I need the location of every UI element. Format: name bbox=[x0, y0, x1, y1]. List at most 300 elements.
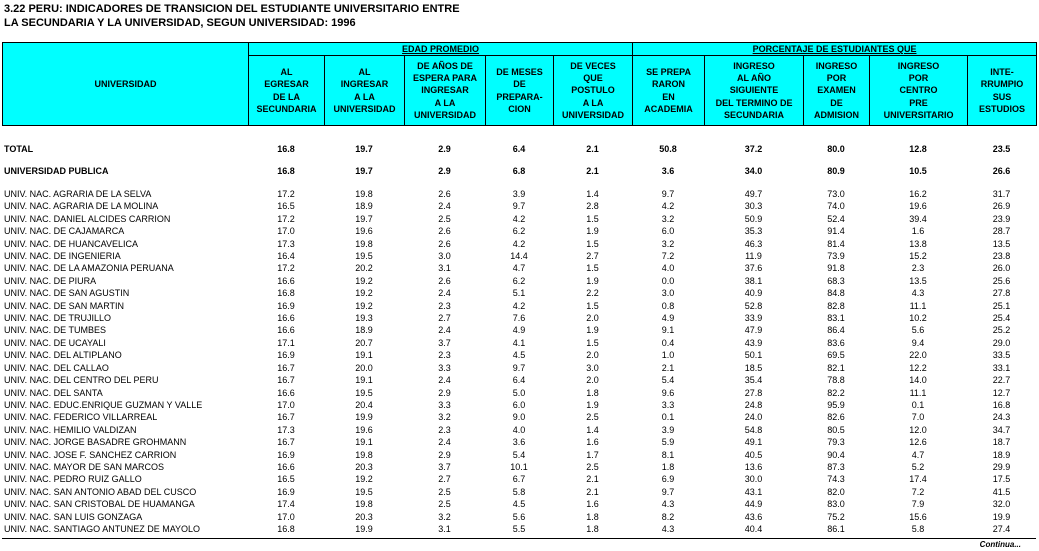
header-col-line: DE LA bbox=[273, 91, 300, 102]
table-cell: 19.9 bbox=[355, 523, 373, 534]
table-cell: 91.8 bbox=[827, 263, 845, 274]
table-row bbox=[2, 200, 1036, 212]
table-cell: 2.8 bbox=[586, 201, 599, 212]
table-row bbox=[2, 498, 1036, 510]
table-cell: 2.3 bbox=[438, 424, 451, 435]
row-label: UNIV. NAC. DE UCAYALI bbox=[4, 337, 106, 348]
header-col-line: INGRESO bbox=[815, 60, 858, 71]
table-cell: 25.2 bbox=[992, 325, 1011, 336]
header-col-line: PREPARA- bbox=[496, 91, 543, 102]
title-line-2: LA SECUNDARIA Y LA UNIVERSIDAD, SEGUN UNIVERSIDAD: 1996 bbox=[4, 17, 356, 29]
table-cell: 50.9 bbox=[744, 213, 763, 224]
table-cell: 10.1 bbox=[510, 461, 528, 472]
table-cell: 5.2 bbox=[911, 461, 925, 472]
table-cell: 33.5 bbox=[992, 350, 1011, 361]
header-group-edad-promedio: EDAD PROMEDIO bbox=[249, 43, 633, 56]
table-cell: 6.0 bbox=[512, 399, 526, 410]
table-cell: 2.0 bbox=[586, 375, 599, 386]
table-cell: 5.8 bbox=[512, 486, 526, 497]
table-cell: 4.0 bbox=[661, 263, 675, 274]
table-cell: 16.6 bbox=[277, 275, 295, 286]
header-col-line: POR bbox=[908, 73, 929, 84]
table-cell: 1.9 bbox=[586, 399, 599, 410]
table-cell: 33.9 bbox=[744, 313, 763, 324]
table-cell: 5.6 bbox=[512, 511, 526, 522]
table-cell: 19.7 bbox=[355, 213, 373, 224]
table-cell: 16.2 bbox=[909, 189, 927, 199]
table-cell: 12.2 bbox=[909, 362, 927, 373]
table-cell: 47.9 bbox=[744, 325, 763, 336]
header-col-3 bbox=[486, 56, 554, 126]
table-cell: 17.1 bbox=[277, 337, 295, 348]
row-label: UNIV. NAC. DE PIURA bbox=[4, 275, 97, 286]
table-cell: 0.8 bbox=[661, 300, 675, 311]
table-cell: 7.0 bbox=[911, 412, 925, 423]
row-label: UNIV. NAC. DE SAN AGUSTIN bbox=[4, 288, 130, 299]
table-row bbox=[2, 324, 1036, 336]
table-cell: 3.0 bbox=[586, 362, 599, 373]
table-cell: 1.5 bbox=[586, 300, 599, 311]
header-col-9 bbox=[968, 56, 1037, 126]
table-cell: 16.4 bbox=[277, 251, 295, 262]
header-col-line: INGRESAR bbox=[340, 79, 389, 90]
header-col-line: DE AÑOS DE bbox=[417, 60, 473, 71]
table-cell: 7.6 bbox=[512, 313, 526, 324]
table-cell: 34.0 bbox=[744, 166, 763, 176]
table-cell: 9.7 bbox=[512, 362, 526, 373]
table-cell: 9.7 bbox=[661, 486, 675, 497]
table-cell: 9.4 bbox=[911, 337, 925, 348]
table-cell: 81.4 bbox=[827, 238, 845, 249]
table-cell: 38.1 bbox=[744, 275, 763, 286]
table-cell: 16.8 bbox=[992, 399, 1011, 410]
table-cell: 84.8 bbox=[827, 288, 845, 299]
table-cell: 15.6 bbox=[909, 511, 927, 522]
table-cell: 1.5 bbox=[586, 337, 599, 348]
header-col-line: AL bbox=[358, 66, 371, 77]
table-cell: 16.7 bbox=[277, 375, 295, 386]
table-row bbox=[2, 225, 1036, 237]
table-cell: 5.5 bbox=[512, 523, 526, 534]
table-cell: 19.8 bbox=[355, 449, 373, 460]
header-col-5 bbox=[633, 56, 705, 126]
table-cell: 90.4 bbox=[827, 449, 845, 460]
row-label: UNIV. NAC. HEMILIO VALDIZAN bbox=[4, 424, 137, 435]
table-cell: 40.9 bbox=[744, 288, 763, 299]
table-row bbox=[2, 473, 1036, 485]
table-cell: 19.2 bbox=[355, 300, 373, 311]
table-cell: 1.6 bbox=[586, 437, 599, 448]
table-cell: 83.0 bbox=[827, 499, 845, 510]
table-cell: 19.5 bbox=[355, 387, 373, 398]
table-cell: 2.1 bbox=[586, 166, 599, 176]
row-label: UNIV. NAC. EDUC.ENRIQUE GUZMAN Y VALLE bbox=[4, 399, 203, 410]
table-cell: 13.5 bbox=[909, 275, 927, 286]
table-cell: 19.8 bbox=[355, 189, 373, 199]
table-cell: 0.1 bbox=[661, 412, 675, 423]
table-cell: 19.5 bbox=[355, 486, 373, 497]
table-cell: 11.9 bbox=[745, 251, 762, 262]
header-col-line: UNIVERSIDAD bbox=[562, 109, 625, 120]
table-cell: 75.2 bbox=[827, 511, 845, 522]
table-row bbox=[2, 188, 1036, 200]
table-cell: 3.9 bbox=[512, 189, 526, 199]
table-cell: 3.2 bbox=[438, 412, 451, 423]
table-cell: 80.9 bbox=[827, 166, 845, 176]
table-cell: 16.9 bbox=[277, 350, 295, 361]
row-label: UNIV. NAC. DE INGENIERIA bbox=[4, 251, 121, 262]
table-cell: 6.0 bbox=[661, 226, 675, 237]
table-cell: 2.1 bbox=[586, 486, 599, 497]
table-cell: 3.7 bbox=[438, 337, 451, 348]
table-cell: 4.2 bbox=[661, 201, 675, 212]
table-cell: 95.9 bbox=[827, 399, 845, 410]
header-col-7 bbox=[804, 56, 870, 126]
table-cell: 16.8 bbox=[277, 166, 295, 176]
table-row bbox=[2, 461, 1036, 473]
header-col-line: SECUNDARIA bbox=[724, 109, 785, 120]
table-cell: 19.2 bbox=[355, 474, 373, 485]
header-col-line: INTE- bbox=[990, 66, 1014, 77]
table-cell: 8.1 bbox=[661, 449, 675, 460]
table-row bbox=[2, 424, 1036, 436]
table-cell: 16.8 bbox=[277, 523, 295, 534]
table-cell: 19.1 bbox=[355, 437, 373, 448]
table-cell: 17.3 bbox=[277, 424, 295, 435]
table-cell: 12.8 bbox=[909, 144, 927, 154]
table-cell: 16.8 bbox=[277, 144, 295, 154]
table-cell: 6.9 bbox=[661, 474, 675, 485]
table-cell: 4.9 bbox=[512, 325, 526, 336]
header-col-0 bbox=[249, 56, 325, 126]
header-col-line: POSTULO bbox=[571, 85, 615, 96]
table-cell: 87.3 bbox=[827, 461, 845, 472]
row-label: UNIV. NAC. PEDRO RUIZ GALLO bbox=[4, 474, 142, 485]
table-cell: 3.2 bbox=[661, 238, 675, 249]
table-cell: 1.5 bbox=[586, 213, 599, 224]
table-cell: 2.5 bbox=[438, 486, 451, 497]
table-cell: 9.7 bbox=[661, 189, 675, 199]
header-col-4 bbox=[554, 56, 633, 126]
table-cell: 19.1 bbox=[355, 350, 373, 361]
table-cell: 7.9 bbox=[911, 499, 925, 510]
row-label: UNIV. NAC. DANIEL ALCIDES CARRION bbox=[4, 213, 171, 224]
table-cell: 9.0 bbox=[512, 412, 526, 423]
table-cell: 1.9 bbox=[586, 226, 599, 237]
row-label: UNIV. NAC. DE SAN MARTIN bbox=[4, 300, 125, 311]
table-cell: 37.6 bbox=[744, 263, 763, 274]
header-col-line: SECUNDARIA bbox=[256, 103, 317, 114]
table-row bbox=[2, 523, 1036, 535]
table-cell: 52.8 bbox=[744, 300, 763, 311]
header-col-line: UNIVERSITARIO bbox=[883, 109, 954, 120]
table-cell: 20.7 bbox=[355, 337, 373, 348]
table-row bbox=[2, 250, 1036, 262]
table-cell: 4.2 bbox=[512, 213, 526, 224]
header-col-line: A LA bbox=[582, 97, 604, 108]
row-label: UNIV. NAC. DE TUMBES bbox=[4, 325, 107, 336]
table-cell: 23.9 bbox=[992, 213, 1011, 224]
table-cell: 2.0 bbox=[586, 313, 599, 324]
table-cell: 83.1 bbox=[827, 313, 845, 324]
table-cell: 31.7 bbox=[992, 189, 1011, 199]
table-cell: 17.4 bbox=[277, 499, 295, 510]
table-title bbox=[4, 2, 460, 30]
table-cell: 3.3 bbox=[438, 362, 451, 373]
table-cell: 8.2 bbox=[661, 511, 675, 522]
table-cell: 16.6 bbox=[277, 461, 295, 472]
table-cell: 24.3 bbox=[992, 412, 1011, 423]
table-cell: 17.2 bbox=[277, 213, 295, 224]
table-cell: 2.3 bbox=[438, 350, 451, 361]
table-cell: 15.2 bbox=[909, 251, 927, 262]
table-cell: 7.2 bbox=[911, 486, 925, 497]
table-cell: 27.4 bbox=[992, 523, 1011, 534]
total-row bbox=[2, 138, 1036, 160]
table-cell: 3.0 bbox=[661, 288, 675, 299]
table-cell: 5.4 bbox=[661, 375, 675, 386]
header-col-line: A LA bbox=[434, 97, 456, 108]
header-col-8 bbox=[870, 56, 968, 126]
table-cell: 4.3 bbox=[661, 499, 675, 510]
header-col-line: DE MESES bbox=[496, 66, 543, 77]
table-cell: 19.2 bbox=[355, 275, 373, 286]
table-cell: 69.5 bbox=[827, 350, 845, 361]
continua-note: Continua... bbox=[979, 540, 1021, 549]
table-cell: 1.8 bbox=[586, 511, 599, 522]
table-cell: 3.0 bbox=[438, 251, 451, 262]
header-col-line: DEL TERMINO DE bbox=[715, 97, 793, 108]
table-cell: 11.1 bbox=[909, 300, 927, 311]
table-cell: 41.5 bbox=[992, 486, 1011, 497]
table-cell: 2.5 bbox=[586, 412, 599, 423]
table-cell: 3.7 bbox=[438, 461, 451, 472]
table-cell: 13.6 bbox=[744, 461, 763, 472]
row-label: UNIV. NAC. DEL SANTA bbox=[4, 387, 103, 398]
header-col-line: INGRESO bbox=[897, 60, 940, 71]
table-cell: 4.1 bbox=[512, 337, 526, 348]
table-cell: 25.4 bbox=[992, 313, 1011, 324]
table-cell: 2.4 bbox=[438, 375, 451, 386]
table-cell: 2.9 bbox=[438, 449, 451, 460]
table-cell: 14.4 bbox=[510, 251, 528, 262]
table-row bbox=[2, 312, 1036, 324]
table-cell: 7.2 bbox=[661, 251, 675, 262]
table-cell: 5.9 bbox=[661, 437, 675, 448]
table-cell: 4.2 bbox=[512, 300, 526, 311]
table-cell: 16.9 bbox=[277, 486, 295, 497]
table-cell: 20.0 bbox=[355, 362, 373, 373]
table-cell: 82.1 bbox=[827, 362, 845, 373]
table-cell: 3.2 bbox=[661, 213, 675, 224]
table-cell: 23.5 bbox=[992, 144, 1011, 154]
header-col-line: EGRESAR bbox=[264, 79, 309, 90]
table-cell: 2.6 bbox=[438, 238, 451, 249]
table-cell: 22.0 bbox=[909, 350, 927, 361]
table-cell: 1.8 bbox=[586, 523, 599, 534]
table-cell: 2.7 bbox=[586, 251, 599, 262]
table-cell: 40.4 bbox=[744, 523, 763, 534]
table-cell: 2.5 bbox=[438, 213, 451, 224]
table-cell: 27.8 bbox=[992, 288, 1011, 299]
table-cell: 12.6 bbox=[909, 437, 927, 448]
table-cell: 43.9 bbox=[744, 337, 763, 348]
table-cell: 16.9 bbox=[277, 300, 295, 311]
table-cell: 2.4 bbox=[438, 288, 451, 299]
table-cell: 1.8 bbox=[586, 387, 599, 398]
table-cell: 32.0 bbox=[992, 499, 1011, 510]
table-cell: 35.3 bbox=[744, 226, 763, 237]
table-cell: 18.7 bbox=[992, 437, 1011, 448]
table-cell: 74.3 bbox=[827, 474, 845, 485]
table-cell: 16.7 bbox=[277, 412, 295, 423]
table-cell: 2.2 bbox=[586, 288, 599, 299]
row-label: UNIV. NAC. AGRARIA DE LA MOLINA bbox=[4, 201, 159, 212]
header-col-line: ESPERA PARA bbox=[412, 73, 477, 84]
table-cell: 2.1 bbox=[586, 474, 599, 485]
table-cell: 73.0 bbox=[827, 189, 845, 199]
table-cell: 18.9 bbox=[355, 201, 373, 212]
table-cell: 16.9 bbox=[277, 449, 295, 460]
table-cell: 19.9 bbox=[355, 412, 373, 423]
table-cell: 2.7 bbox=[438, 313, 451, 324]
table-cell: 74.0 bbox=[827, 201, 845, 212]
table-cell: 22.7 bbox=[992, 375, 1011, 386]
table-cell: 49.7 bbox=[744, 189, 763, 199]
table-cell: 16.7 bbox=[277, 362, 295, 373]
table-cell: 4.7 bbox=[911, 449, 925, 460]
table-cell: 26.0 bbox=[992, 263, 1011, 274]
header-col-line: SUS bbox=[992, 91, 1012, 102]
header-col-line: SIGUIENTE bbox=[729, 85, 779, 96]
table-cell: 1.5 bbox=[586, 263, 599, 274]
table-cell: 2.0 bbox=[586, 350, 599, 361]
table-cell: 3.9 bbox=[661, 424, 675, 435]
table-row bbox=[2, 374, 1036, 386]
header-col-6 bbox=[705, 56, 804, 126]
column-header bbox=[2, 42, 1037, 126]
table-cell: 16.8 bbox=[277, 288, 295, 299]
table-cell: 82.8 bbox=[827, 300, 845, 311]
table-cell: 3.1 bbox=[438, 523, 451, 534]
table-cell: 2.4 bbox=[438, 325, 451, 336]
table-cell: 3.6 bbox=[512, 437, 526, 448]
data-table bbox=[2, 138, 1036, 535]
row-label: UNIV. NAC. JORGE BASADRE GROHMANN bbox=[4, 437, 187, 448]
table-cell: 6.4 bbox=[512, 375, 526, 386]
table-cell: 79.3 bbox=[827, 437, 845, 448]
table-cell: 0.0 bbox=[661, 275, 675, 286]
table-cell: 17.4 bbox=[909, 474, 927, 485]
table-cell: 17.5 bbox=[992, 474, 1011, 485]
table-cell: 19.7 bbox=[355, 144, 373, 154]
table-cell: 17.2 bbox=[277, 189, 295, 199]
table-cell: 49.1 bbox=[744, 437, 763, 448]
table-cell: 44.9 bbox=[744, 499, 763, 510]
table-cell: 16.6 bbox=[277, 325, 295, 336]
table-cell: 18.5 bbox=[744, 362, 763, 373]
header-col-line: POR bbox=[826, 73, 847, 84]
table-cell: 2.9 bbox=[438, 166, 451, 176]
table-cell: 2.1 bbox=[586, 144, 599, 154]
table-row bbox=[2, 511, 1036, 523]
row-label: UNIV. NAC. DE LA AMAZONIA PERUANA bbox=[4, 263, 174, 274]
table-row bbox=[2, 411, 1036, 423]
table-cell: 4.0 bbox=[512, 424, 526, 435]
header-col-line: ACADEMIA bbox=[644, 103, 693, 114]
header-col-line: PRE bbox=[909, 97, 928, 108]
table-row bbox=[2, 275, 1036, 287]
table-cell: 12.0 bbox=[909, 424, 927, 435]
table-cell: 9.6 bbox=[661, 387, 675, 398]
table-cell: 43.1 bbox=[744, 486, 763, 497]
table-row bbox=[2, 337, 1036, 349]
table-cell: 82.6 bbox=[827, 412, 845, 423]
table-cell: 2.9 bbox=[438, 144, 451, 154]
table-cell: 16.5 bbox=[277, 201, 295, 212]
table-cell: 19.6 bbox=[355, 424, 373, 435]
table-cell: 1.4 bbox=[586, 189, 599, 199]
table-cell: 25.1 bbox=[992, 300, 1011, 311]
table-cell: 5.8 bbox=[911, 523, 925, 534]
table-cell: 20.2 bbox=[355, 263, 373, 274]
table-cell: 2.1 bbox=[661, 362, 675, 373]
table-cell: 19.8 bbox=[355, 499, 373, 510]
table-cell: 1.4 bbox=[586, 424, 599, 435]
table-cell: 1.9 bbox=[586, 275, 599, 286]
table-cell: 6.4 bbox=[512, 144, 526, 154]
table-cell: 82.2 bbox=[827, 387, 845, 398]
table-cell: 16.6 bbox=[277, 313, 295, 324]
header-col-line: EXAMEN bbox=[817, 85, 856, 96]
table-cell: 20.4 bbox=[355, 399, 373, 410]
table-cell: 1.6 bbox=[586, 499, 599, 510]
row-label: UNIV. NAC. DE HUANCAVELICA bbox=[4, 238, 139, 249]
table-cell: 20.3 bbox=[355, 511, 373, 522]
table-cell: 25.6 bbox=[992, 275, 1011, 286]
table-row bbox=[2, 287, 1036, 299]
table-cell: 91.4 bbox=[827, 226, 845, 237]
header-col-line: RARON bbox=[652, 79, 686, 90]
row-label: UNIV. NAC. FEDERICO VILLARREAL bbox=[4, 412, 158, 423]
table-cell: 26.9 bbox=[992, 201, 1011, 212]
table-cell: 13.5 bbox=[992, 238, 1011, 249]
header-universidad: UNIVERSIDAD bbox=[3, 43, 249, 126]
table-cell: 4.9 bbox=[661, 313, 675, 324]
table-cell: 18.9 bbox=[992, 449, 1011, 460]
table-cell: 40.5 bbox=[744, 449, 763, 460]
table-cell: 17.2 bbox=[277, 263, 295, 274]
table-cell: 27.8 bbox=[744, 387, 763, 398]
header-col-line: AL AÑO bbox=[737, 73, 772, 84]
row-label: UNIV. NAC. DE CAJAMARCA bbox=[4, 226, 125, 237]
table-row bbox=[2, 238, 1036, 250]
table-row bbox=[2, 387, 1036, 399]
table-cell: 10.2 bbox=[909, 313, 927, 324]
header-col-line: AL bbox=[280, 66, 293, 77]
table-row bbox=[2, 436, 1036, 448]
table-cell: 17.0 bbox=[277, 399, 295, 410]
bottom-rule bbox=[2, 538, 1036, 539]
table-cell: 2.6 bbox=[438, 189, 451, 199]
header-col-line: DE bbox=[830, 97, 843, 108]
header-col-line: A LA bbox=[354, 91, 375, 102]
table-cell: 16.5 bbox=[277, 474, 295, 485]
table-cell: 4.3 bbox=[911, 288, 925, 299]
table-cell: 80.0 bbox=[827, 144, 845, 154]
table-cell: 26.6 bbox=[992, 166, 1011, 176]
header-group-porcentaje: PORCENTAJE DE ESTUDIANTES QUE bbox=[633, 43, 1037, 56]
